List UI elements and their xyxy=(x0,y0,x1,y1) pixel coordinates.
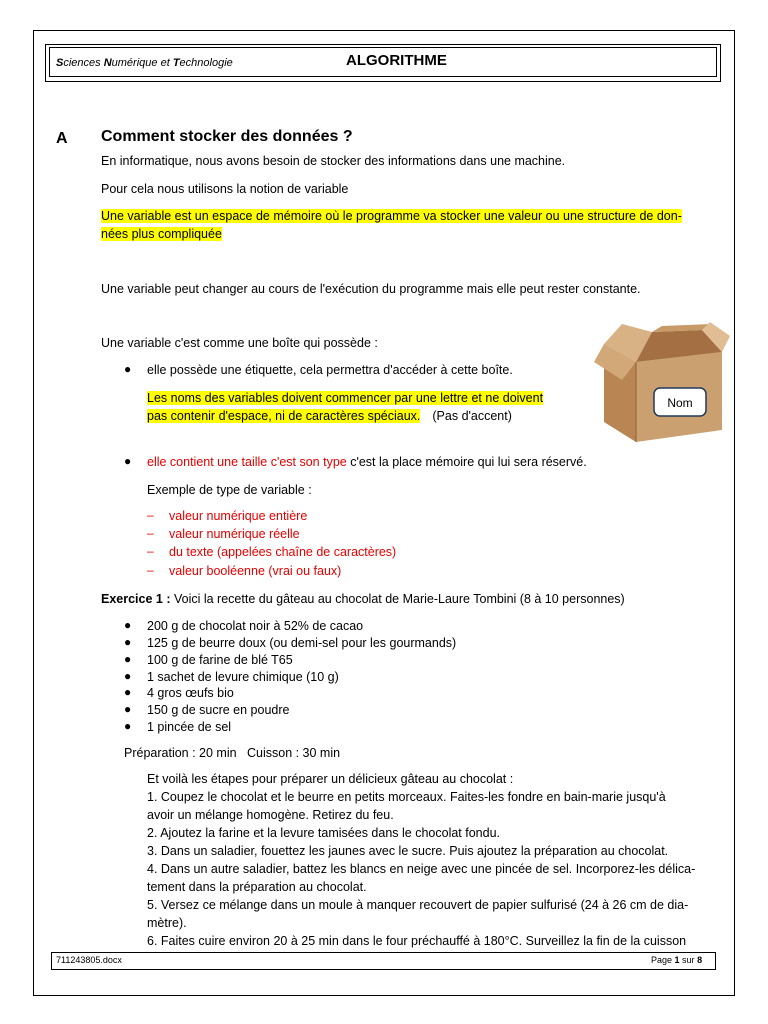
paragraph: En informatique, nous avons besoin de stocker des informations dans une machine. xyxy=(101,154,566,168)
dash-icon: – xyxy=(147,563,154,577)
ingredient-item: 1 sachet de levure chimique (10 g) xyxy=(147,670,339,684)
header-title: ALGORITHME xyxy=(346,52,447,69)
step-line: mètre). xyxy=(147,916,187,930)
ingredient-item: 4 gros œufs bio xyxy=(147,686,234,700)
cardboard-box-icon xyxy=(592,322,732,444)
bullet-icon: ● xyxy=(124,669,132,683)
dash-icon: – xyxy=(147,508,154,522)
ingredient-item: 200 g de chocolat noir à 52% de cacao xyxy=(147,619,364,633)
paragraph: Une variable peut changer au cours de l'exécution du programme mais elle peut rester constante. xyxy=(101,282,641,296)
header-subject: Sciences Numérique et Technologie xyxy=(56,57,233,69)
type-item: valeur numérique entière xyxy=(169,509,308,523)
ingredient-item: 1 pincée de sel xyxy=(147,720,232,734)
dash-icon: – xyxy=(147,526,154,540)
step-line: avoir un mélange homogène. Retirez du feu. xyxy=(147,808,394,822)
bullet-icon: ● xyxy=(124,362,132,376)
ingredient-item: 150 g de sucre en poudre xyxy=(147,703,290,717)
bullet-icon: ● xyxy=(124,685,132,699)
type-item: valeur numérique réelle xyxy=(169,527,300,541)
step-line: 4. Dans un autre saladier, battez les blancs en neige avec une pincée de sel. Incorporez-les délica- xyxy=(147,862,696,876)
section-title: Comment stocker des données ? xyxy=(101,128,353,145)
box-label: Nom xyxy=(667,396,693,410)
step-line: tement dans la préparation au chocolat. xyxy=(147,880,367,894)
step-line: 3. Dans un saladier, fouettez les jaunes avec le sucre. Puis ajoutez la préparation au chocolat. xyxy=(147,844,669,858)
step-line: Et voilà les étapes pour préparer un délicieux gâteau au chocolat : xyxy=(147,772,514,786)
bullet-icon: ● xyxy=(124,719,132,733)
footer-box xyxy=(51,952,716,970)
step-line: 6. Faites cuire environ 20 à 25 min dans le four préchauffé à 180°C. Surveillez la fin de la cuisson xyxy=(147,934,687,948)
footer-filename: 711243805.docx xyxy=(56,955,122,965)
naming-rule-line: pas contenir d'espace, ni de caractères spéciaux. (Pas d'accent) xyxy=(147,409,512,423)
timing: Préparation : 20 min Cuisson : 30 min xyxy=(124,746,341,760)
bullet-icon: ● xyxy=(124,702,132,716)
section-letter: A xyxy=(56,130,68,147)
bullet-icon: ● xyxy=(124,454,132,468)
definition-line: nées plus compliquée xyxy=(101,227,222,241)
ingredient-item: 125 g de beurre doux (ou demi-sel pour les gourmands) xyxy=(147,636,457,650)
exercise-heading: Exercice 1 : Voici la recette du gâteau au chocolat de Marie-Laure Tombini (8 à 10 personnes) xyxy=(101,592,625,606)
type-item: valeur booléenne (vrai ou faux) xyxy=(169,564,342,578)
bullet-icon: ● xyxy=(124,635,132,649)
bullet-text: elle possède une étiquette, cela permettra d'accéder à cette boîte. xyxy=(147,363,513,377)
step-line: 1. Coupez le chocolat et le beurre en petits morceaux. Faites-les fondre en bain-marie jusqu'à xyxy=(147,790,666,804)
bullet-icon: ● xyxy=(124,618,132,632)
paragraph: Une variable c'est comme une boîte qui possède : xyxy=(101,336,378,350)
bullet-icon: ● xyxy=(124,652,132,666)
types-intro: Exemple de type de variable : xyxy=(147,483,312,497)
bullet-text: elle contient une taille c'est son type c'est la place mémoire qui lui sera réservé. xyxy=(147,455,587,469)
dash-icon: – xyxy=(147,544,154,558)
paragraph: Pour cela nous utilisons la notion de variable xyxy=(101,182,349,196)
footer-page-number: Page 1 sur 8 xyxy=(651,955,703,965)
naming-rule-line: Les noms des variables doivent commencer par une lettre et ne doivent xyxy=(147,391,544,405)
definition-line: Une variable est un espace de mémoire où le programme va stocker une valeur ou une structure de don- xyxy=(101,209,682,223)
type-item: du texte (appelées chaîne de caractères) xyxy=(169,545,397,559)
step-line: 2. Ajoutez la farine et la levure tamisées dans le chocolat fondu. xyxy=(147,826,500,840)
step-line: 5. Versez ce mélange dans un moule à manquer recouvert de papier sulfurisé (24 à 26 cm de dia- xyxy=(147,898,689,912)
ingredient-item: 100 g de farine de blé T65 xyxy=(147,653,293,667)
